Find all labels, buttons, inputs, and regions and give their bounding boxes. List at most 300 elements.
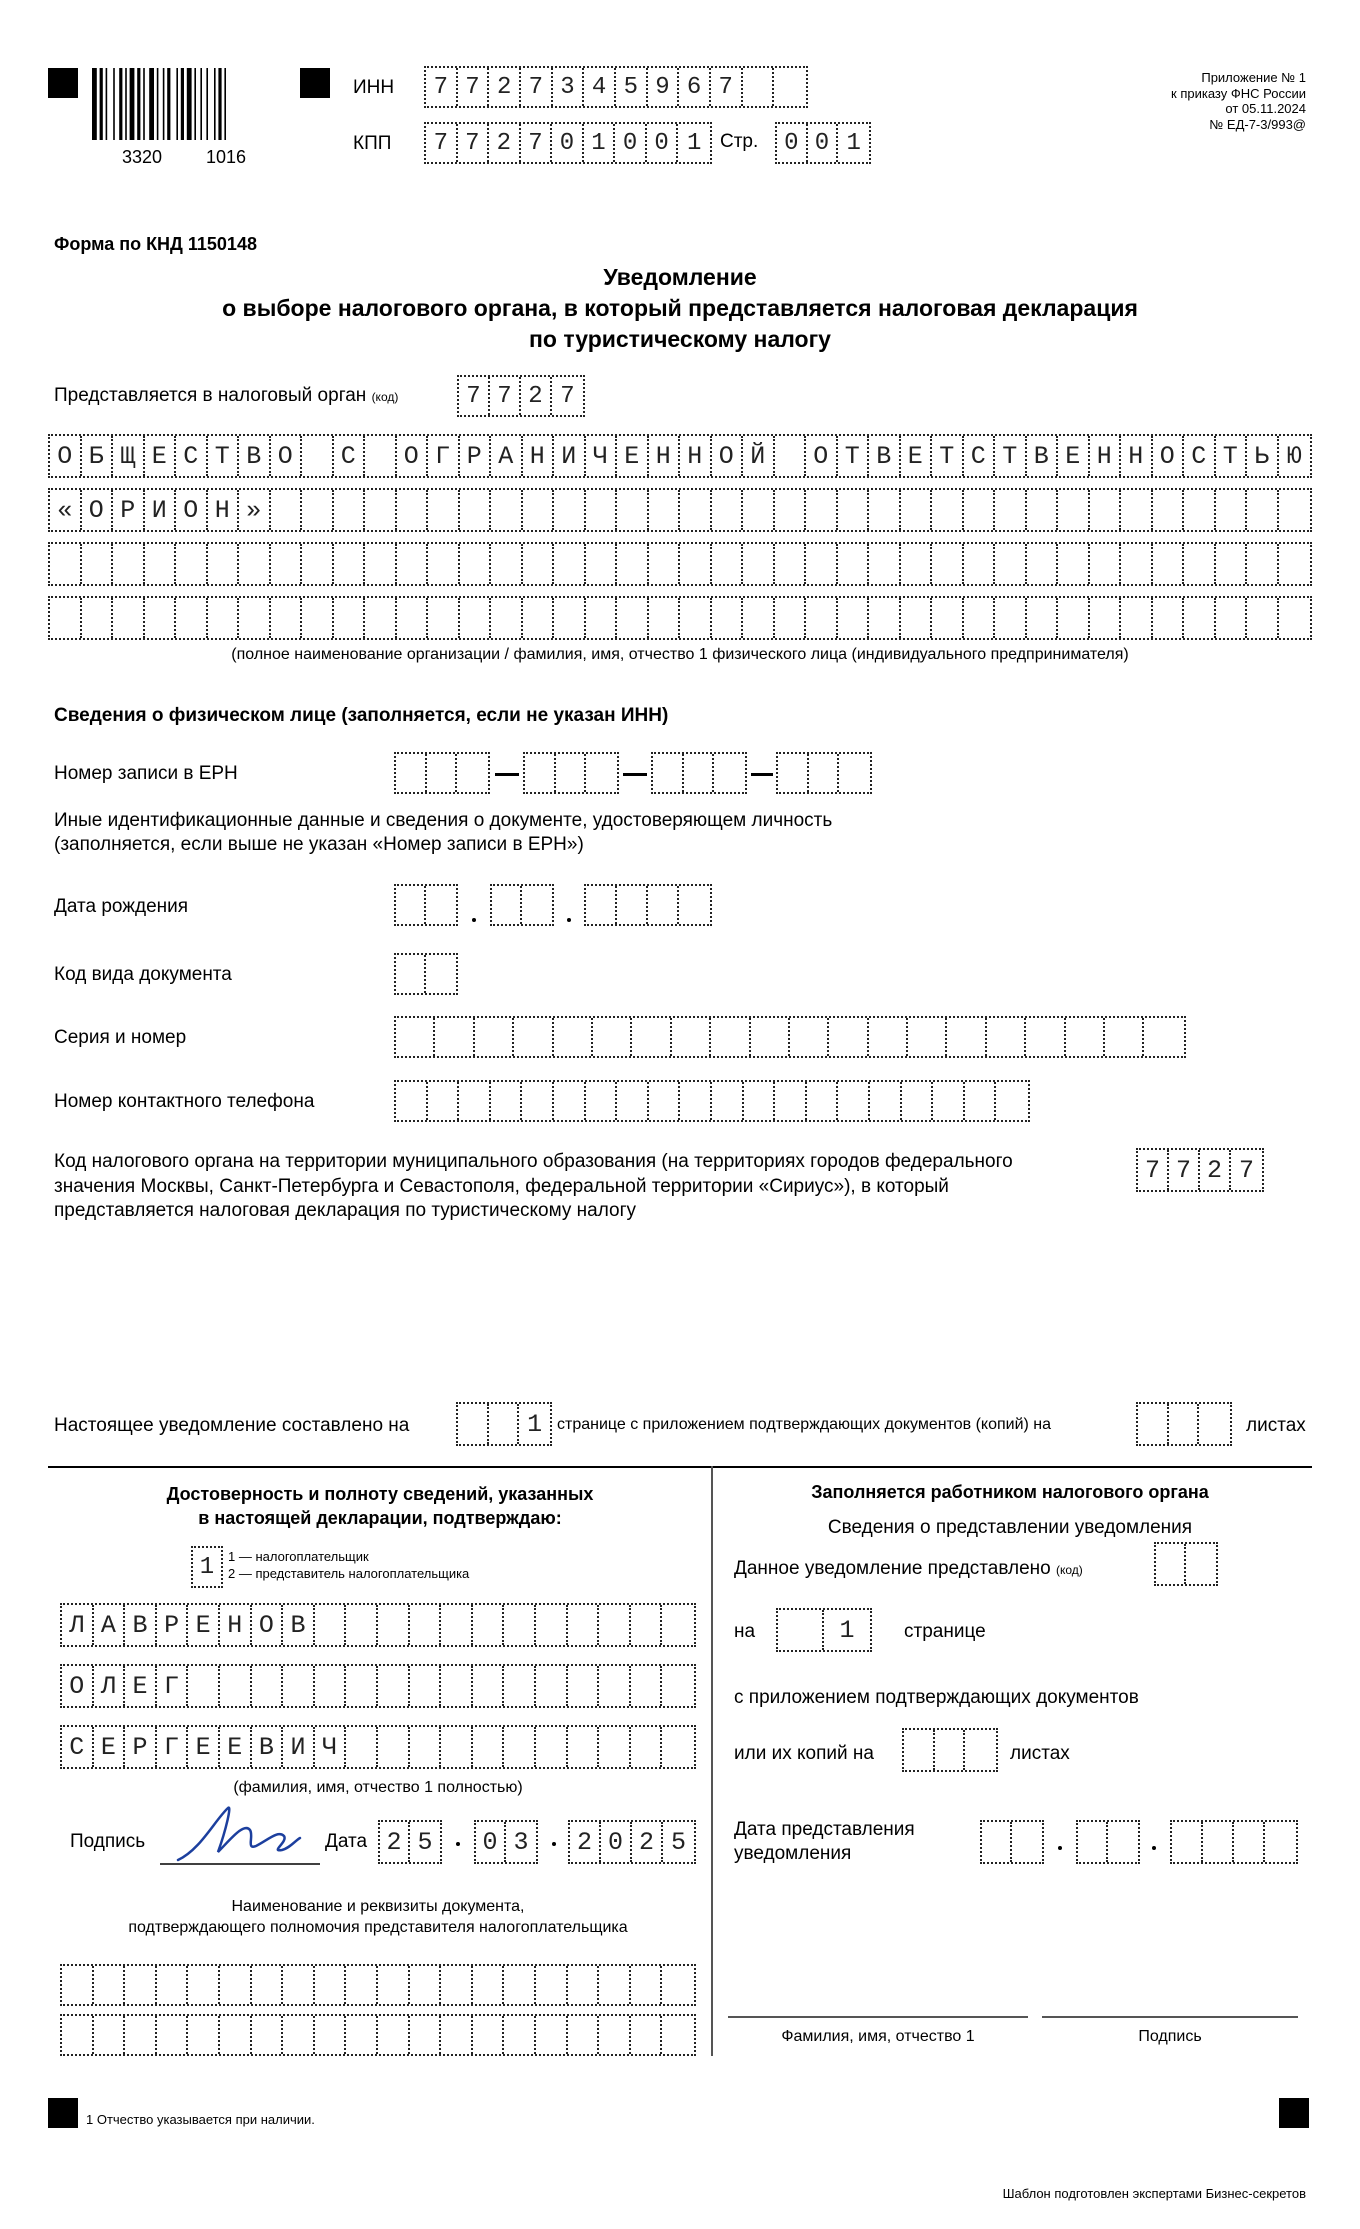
char-cell[interactable] [1144, 1018, 1183, 1056]
char-cell[interactable]: А [491, 436, 523, 476]
char-cell[interactable] [113, 598, 145, 638]
char-cell[interactable] [1279, 544, 1311, 584]
char-cell[interactable] [775, 490, 807, 530]
char-cell[interactable] [491, 490, 523, 530]
char-cell[interactable] [491, 598, 523, 638]
char-cell[interactable] [839, 754, 870, 792]
char-cell[interactable] [935, 1730, 966, 1770]
char-cell[interactable]: Е [220, 1727, 252, 1767]
char-cell[interactable] [536, 1727, 568, 1767]
series-number-cells[interactable] [394, 1016, 1186, 1058]
char-cell[interactable]: О [252, 1605, 284, 1645]
char-cell[interactable]: О [82, 490, 114, 530]
char-cell[interactable] [964, 490, 996, 530]
char-cell[interactable] [145, 544, 177, 584]
char-cell[interactable] [1090, 490, 1122, 530]
char-cell[interactable]: Ь [1247, 436, 1279, 476]
char-cell[interactable] [838, 544, 870, 584]
char-cell[interactable]: В [1027, 436, 1059, 476]
char-cell[interactable] [631, 1666, 663, 1706]
char-cell[interactable] [653, 754, 684, 792]
char-cell[interactable] [426, 955, 456, 993]
char-cell[interactable] [807, 1082, 839, 1120]
char-cell[interactable] [1138, 1404, 1169, 1444]
char-cell[interactable] [870, 1082, 902, 1120]
char-cell[interactable] [396, 1018, 435, 1056]
char-cell[interactable]: 7 [1138, 1150, 1169, 1190]
char-cell[interactable] [176, 598, 208, 638]
char-cell[interactable] [396, 955, 426, 993]
sign-date-year[interactable] [568, 1820, 696, 1864]
char-cell[interactable]: О [176, 490, 208, 530]
char-cell[interactable] [460, 544, 492, 584]
char-cell[interactable]: Е [94, 1727, 126, 1767]
char-cell[interactable]: В [869, 436, 901, 476]
char-cell[interactable] [712, 544, 744, 584]
char-cell[interactable] [82, 544, 114, 584]
char-cell[interactable]: С [964, 436, 996, 476]
char-cell[interactable] [712, 490, 744, 530]
char-cell[interactable]: 1 [199, 1553, 215, 1581]
char-cell[interactable]: Е [617, 436, 649, 476]
char-cell[interactable]: 3 [513, 1827, 529, 1857]
char-cell[interactable]: О [397, 436, 429, 476]
char-cell[interactable] [1027, 598, 1059, 638]
org-name-row-3[interactable] [48, 542, 1312, 586]
char-cell[interactable] [778, 1610, 824, 1650]
char-cell[interactable] [838, 598, 870, 638]
char-cell[interactable] [995, 544, 1027, 584]
char-cell[interactable] [397, 490, 429, 530]
char-cell[interactable] [902, 1082, 934, 1120]
char-cell[interactable] [1090, 598, 1122, 638]
char-cell[interactable] [775, 1082, 807, 1120]
char-cell[interactable]: Р [157, 1605, 189, 1645]
char-cell[interactable] [473, 1727, 505, 1767]
char-cell[interactable] [428, 544, 460, 584]
char-cell[interactable] [965, 1082, 997, 1120]
birth-year-cells[interactable] [584, 884, 712, 926]
char-cell[interactable] [473, 1966, 505, 2004]
char-cell[interactable] [838, 1082, 870, 1120]
char-cell[interactable] [554, 598, 586, 638]
char-cell[interactable] [473, 1605, 505, 1645]
char-cell[interactable] [1247, 598, 1279, 638]
char-cell[interactable]: В [239, 436, 271, 476]
char-cell[interactable]: 0 [552, 124, 584, 162]
char-cell[interactable]: Н [208, 490, 240, 530]
char-cell[interactable]: 5 [417, 1827, 433, 1857]
char-cell[interactable] [220, 1966, 252, 2004]
char-cell[interactable] [1105, 1018, 1144, 1056]
patronymic-cells[interactable] [60, 1725, 696, 1769]
char-cell[interactable] [1121, 544, 1153, 584]
char-cell[interactable]: Е [145, 436, 177, 476]
char-cell[interactable] [568, 1666, 600, 1706]
char-cell[interactable] [441, 2016, 473, 2054]
char-cell[interactable] [593, 1018, 632, 1056]
char-cell[interactable] [1058, 490, 1090, 530]
char-cell[interactable]: 1 [527, 1409, 543, 1439]
inn-cells[interactable] [424, 66, 808, 108]
char-cell[interactable]: Щ [113, 436, 145, 476]
char-cell[interactable] [904, 1730, 935, 1770]
char-cell[interactable] [631, 1966, 663, 2004]
char-cell[interactable] [599, 2016, 631, 2054]
char-cell[interactable]: 1 [846, 129, 861, 157]
char-cell[interactable] [1265, 1822, 1296, 1862]
char-cell[interactable] [554, 1082, 586, 1120]
char-cell[interactable] [188, 2016, 220, 2054]
char-cell[interactable]: В [125, 1605, 157, 1645]
char-cell[interactable] [556, 754, 587, 792]
char-cell[interactable] [680, 544, 712, 584]
char-cell[interactable]: 2 [380, 1822, 410, 1862]
char-cell[interactable] [1027, 490, 1059, 530]
char-cell[interactable] [554, 1018, 593, 1056]
char-cell[interactable] [334, 598, 366, 638]
char-cell[interactable]: Н [680, 436, 712, 476]
char-cell[interactable] [775, 544, 807, 584]
char-cell[interactable]: О [712, 436, 744, 476]
char-cell[interactable]: И [283, 1727, 315, 1767]
char-cell[interactable] [599, 1727, 631, 1767]
char-cell[interactable]: Й [743, 436, 775, 476]
char-cell[interactable] [778, 754, 809, 792]
char-cell[interactable] [365, 490, 397, 530]
char-cell[interactable] [568, 1605, 600, 1645]
char-cell[interactable] [806, 490, 838, 530]
char-cell[interactable]: Н [220, 1605, 252, 1645]
char-cell[interactable] [460, 598, 492, 638]
char-cell[interactable] [1216, 598, 1248, 638]
char-cell[interactable] [1234, 1822, 1265, 1862]
char-cell[interactable] [50, 544, 82, 584]
authority-doc-row-2[interactable] [60, 2014, 696, 2056]
char-cell[interactable]: 0 [615, 124, 647, 162]
char-cell[interactable] [145, 598, 177, 638]
char-cell[interactable] [1153, 490, 1185, 530]
char-cell[interactable] [536, 1966, 568, 2004]
char-cell[interactable] [743, 490, 775, 530]
tax-authority-code-cells[interactable] [457, 375, 585, 417]
char-cell[interactable] [504, 1666, 536, 1706]
char-cell[interactable]: Т [838, 436, 870, 476]
authority-doc-row-1[interactable] [60, 1964, 696, 2006]
char-cell[interactable]: 7 [1238, 1155, 1254, 1185]
char-cell[interactable] [932, 544, 964, 584]
char-cell[interactable] [283, 1966, 315, 2004]
char-cell[interactable] [504, 1605, 536, 1645]
char-cell[interactable] [1108, 1822, 1138, 1862]
char-cell[interactable] [586, 490, 618, 530]
char-cell[interactable]: 7 [521, 124, 553, 162]
signer-code-cell[interactable] [191, 1546, 223, 1588]
char-cell[interactable] [617, 490, 649, 530]
char-cell[interactable] [649, 544, 681, 584]
char-cell[interactable] [62, 1966, 94, 2004]
char-cell[interactable] [410, 1605, 442, 1645]
char-cell[interactable] [933, 1082, 965, 1120]
char-cell[interactable] [964, 544, 996, 584]
char-cell[interactable] [806, 544, 838, 584]
char-cell[interactable]: 7 [711, 68, 743, 106]
char-cell[interactable]: 5 [616, 68, 648, 106]
char-cell[interactable] [522, 1082, 554, 1120]
char-cell[interactable] [378, 1605, 410, 1645]
char-cell[interactable]: 0 [777, 124, 808, 162]
char-cell[interactable] [932, 490, 964, 530]
char-cell[interactable]: О [271, 436, 303, 476]
char-cell[interactable] [315, 1666, 347, 1706]
char-cell[interactable]: 7 [1169, 1150, 1200, 1190]
char-cell[interactable] [428, 598, 460, 638]
char-cell[interactable] [378, 2016, 410, 2054]
pages-count-cells[interactable] [456, 1402, 552, 1446]
char-cell[interactable] [239, 544, 271, 584]
char-cell[interactable]: Н [523, 436, 555, 476]
char-cell[interactable] [568, 1966, 600, 2004]
char-cell[interactable] [475, 1018, 514, 1056]
char-cell[interactable] [680, 490, 712, 530]
char-cell[interactable] [426, 886, 456, 924]
char-cell[interactable]: 7 [459, 377, 490, 415]
char-cell[interactable] [631, 1727, 663, 1767]
char-cell[interactable]: С [62, 1727, 94, 1767]
char-cell[interactable] [648, 886, 679, 924]
char-cell[interactable]: Е [1058, 436, 1090, 476]
char-cell[interactable] [504, 1966, 536, 2004]
char-cell[interactable] [1156, 1544, 1186, 1584]
char-cell[interactable] [396, 1082, 428, 1120]
char-cell[interactable] [283, 2016, 315, 2054]
char-cell[interactable] [208, 544, 240, 584]
char-cell[interactable] [869, 490, 901, 530]
char-cell[interactable] [435, 1018, 474, 1056]
char-cell[interactable] [271, 544, 303, 584]
char-cell[interactable]: 7 [560, 382, 575, 410]
char-cell[interactable] [62, 2016, 94, 2054]
char-cell[interactable] [491, 1082, 523, 1120]
char-cell[interactable] [987, 1018, 1026, 1056]
char-cell[interactable] [522, 886, 552, 924]
char-cell[interactable] [50, 598, 82, 638]
char-cell[interactable]: 0 [601, 1822, 632, 1862]
char-cell[interactable]: 2 [489, 68, 521, 106]
char-cell[interactable] [94, 1966, 126, 2004]
char-cell[interactable]: 7 [458, 68, 490, 106]
char-cell[interactable] [996, 1082, 1028, 1120]
phone-cells[interactable] [394, 1080, 1030, 1122]
char-cell[interactable] [586, 886, 617, 924]
char-cell[interactable] [712, 598, 744, 638]
char-cell[interactable] [649, 598, 681, 638]
char-cell[interactable] [662, 1605, 694, 1645]
char-cell[interactable]: Е [188, 1727, 220, 1767]
char-cell[interactable] [346, 1966, 378, 2004]
char-cell[interactable]: С [334, 436, 366, 476]
char-cell[interactable]: А [94, 1605, 126, 1645]
char-cell[interactable] [901, 544, 933, 584]
char-cell[interactable]: » [239, 490, 271, 530]
char-cell[interactable] [491, 544, 523, 584]
page-number-cells[interactable] [775, 122, 871, 164]
char-cell[interactable]: Т [932, 436, 964, 476]
char-cell[interactable]: 3 [553, 68, 585, 106]
char-cell[interactable] [554, 544, 586, 584]
char-cell[interactable] [315, 1605, 347, 1645]
char-cell[interactable] [1012, 1822, 1042, 1862]
char-cell[interactable]: 0 [808, 124, 839, 162]
char-cell[interactable] [1279, 598, 1311, 638]
char-cell[interactable] [441, 1605, 473, 1645]
char-cell[interactable] [473, 1666, 505, 1706]
char-cell[interactable] [252, 1966, 284, 2004]
char-cell[interactable] [680, 1082, 712, 1120]
presented-code-cells[interactable] [1154, 1542, 1218, 1586]
char-cell[interactable] [1199, 1404, 1230, 1444]
char-cell[interactable] [617, 1082, 649, 1120]
char-cell[interactable]: Ч [586, 436, 618, 476]
char-cell[interactable]: Н [1121, 436, 1153, 476]
officer-sheets-cells[interactable] [902, 1728, 998, 1772]
char-cell[interactable] [1078, 1822, 1108, 1862]
char-cell[interactable] [346, 2016, 378, 2054]
char-cell[interactable] [458, 1404, 489, 1444]
char-cell[interactable] [790, 1018, 829, 1056]
char-cell[interactable] [775, 598, 807, 638]
char-cell[interactable] [586, 754, 617, 792]
char-cell[interactable] [662, 2016, 694, 2054]
char-cell[interactable] [568, 1727, 600, 1767]
char-cell[interactable]: И [145, 490, 177, 530]
char-cell[interactable] [1279, 490, 1311, 530]
char-cell[interactable] [809, 754, 840, 792]
officer-pages-cells[interactable] [776, 1608, 872, 1652]
char-cell[interactable]: О [1153, 436, 1185, 476]
char-cell[interactable] [302, 544, 334, 584]
char-cell[interactable] [586, 544, 618, 584]
char-cell[interactable] [743, 68, 775, 106]
char-cell[interactable]: 7 [426, 124, 458, 162]
char-cell[interactable] [441, 1666, 473, 1706]
char-cell[interactable] [536, 2016, 568, 2054]
char-cell[interactable] [523, 598, 555, 638]
char-cell[interactable]: 7 [490, 377, 521, 415]
char-cell[interactable] [346, 1727, 378, 1767]
char-cell[interactable] [1058, 598, 1090, 638]
char-cell[interactable] [188, 1966, 220, 2004]
ern-group-1[interactable] [394, 752, 490, 794]
char-cell[interactable] [457, 754, 488, 792]
char-cell[interactable] [523, 490, 555, 530]
char-cell[interactable] [744, 1082, 776, 1120]
char-cell[interactable] [125, 2016, 157, 2054]
char-cell[interactable] [982, 1822, 1012, 1862]
char-cell[interactable] [743, 598, 775, 638]
char-cell[interactable]: 2 [1200, 1150, 1231, 1190]
char-cell[interactable] [631, 2016, 663, 2054]
char-cell[interactable] [901, 490, 933, 530]
org-name-row-4[interactable] [48, 596, 1312, 640]
char-cell[interactable] [410, 1666, 442, 1706]
char-cell[interactable]: Г [428, 436, 460, 476]
char-cell[interactable] [410, 1966, 442, 2004]
char-cell[interactable]: 2 [632, 1822, 663, 1862]
char-cell[interactable] [869, 544, 901, 584]
char-cell[interactable] [514, 1018, 553, 1056]
char-cell[interactable] [283, 1666, 315, 1706]
char-cell[interactable] [599, 1605, 631, 1645]
char-cell[interactable] [1090, 544, 1122, 584]
char-cell[interactable] [157, 1966, 189, 2004]
char-cell[interactable] [346, 1605, 378, 1645]
char-cell[interactable] [410, 1727, 442, 1767]
char-cell[interactable] [1184, 598, 1216, 638]
char-cell[interactable] [252, 2016, 284, 2054]
char-cell[interactable] [492, 886, 522, 924]
char-cell[interactable] [1058, 544, 1090, 584]
char-cell[interactable] [459, 1082, 491, 1120]
char-cell[interactable] [428, 1082, 460, 1120]
char-cell[interactable] [617, 886, 648, 924]
kpp-cells[interactable] [424, 122, 712, 164]
char-cell[interactable] [208, 598, 240, 638]
char-cell[interactable] [113, 544, 145, 584]
char-cell[interactable] [965, 1730, 996, 1770]
char-cell[interactable]: Р [113, 490, 145, 530]
char-cell[interactable] [1247, 544, 1279, 584]
char-cell[interactable] [315, 2016, 347, 2054]
char-cell[interactable] [838, 490, 870, 530]
char-cell[interactable] [568, 2016, 600, 2054]
char-cell[interactable] [711, 1018, 750, 1056]
char-cell[interactable]: 1 [686, 129, 702, 157]
char-cell[interactable] [1184, 544, 1216, 584]
char-cell[interactable] [378, 1966, 410, 2004]
char-cell[interactable] [396, 886, 426, 924]
char-cell[interactable] [932, 598, 964, 638]
char-cell[interactable] [220, 2016, 252, 2054]
char-cell[interactable] [504, 2016, 536, 2054]
char-cell[interactable] [504, 1727, 536, 1767]
char-cell[interactable] [302, 436, 334, 476]
char-cell[interactable] [751, 1018, 790, 1056]
char-cell[interactable] [378, 1666, 410, 1706]
char-cell[interactable] [712, 1082, 744, 1120]
char-cell[interactable] [995, 598, 1027, 638]
char-cell[interactable]: 6 [679, 68, 711, 106]
char-cell[interactable]: Т [995, 436, 1027, 476]
sign-date-month[interactable] [474, 1820, 538, 1864]
char-cell[interactable]: Н [1090, 436, 1122, 476]
char-cell[interactable]: 0 [647, 124, 679, 162]
char-cell[interactable] [1121, 598, 1153, 638]
char-cell[interactable] [1066, 1018, 1105, 1056]
char-cell[interactable]: С [176, 436, 208, 476]
char-cell[interactable] [302, 490, 334, 530]
char-cell[interactable]: Н [649, 436, 681, 476]
char-cell[interactable]: О [806, 436, 838, 476]
char-cell[interactable]: Ю [1286, 441, 1302, 471]
presentation-month-cells[interactable] [1076, 1820, 1140, 1864]
char-cell[interactable]: 5 [670, 1827, 686, 1857]
char-cell[interactable] [94, 2016, 126, 2054]
char-cell[interactable] [441, 1727, 473, 1767]
char-cell[interactable]: Е [125, 1666, 157, 1706]
char-cell[interactable]: 1 [584, 124, 616, 162]
char-cell[interactable] [334, 490, 366, 530]
